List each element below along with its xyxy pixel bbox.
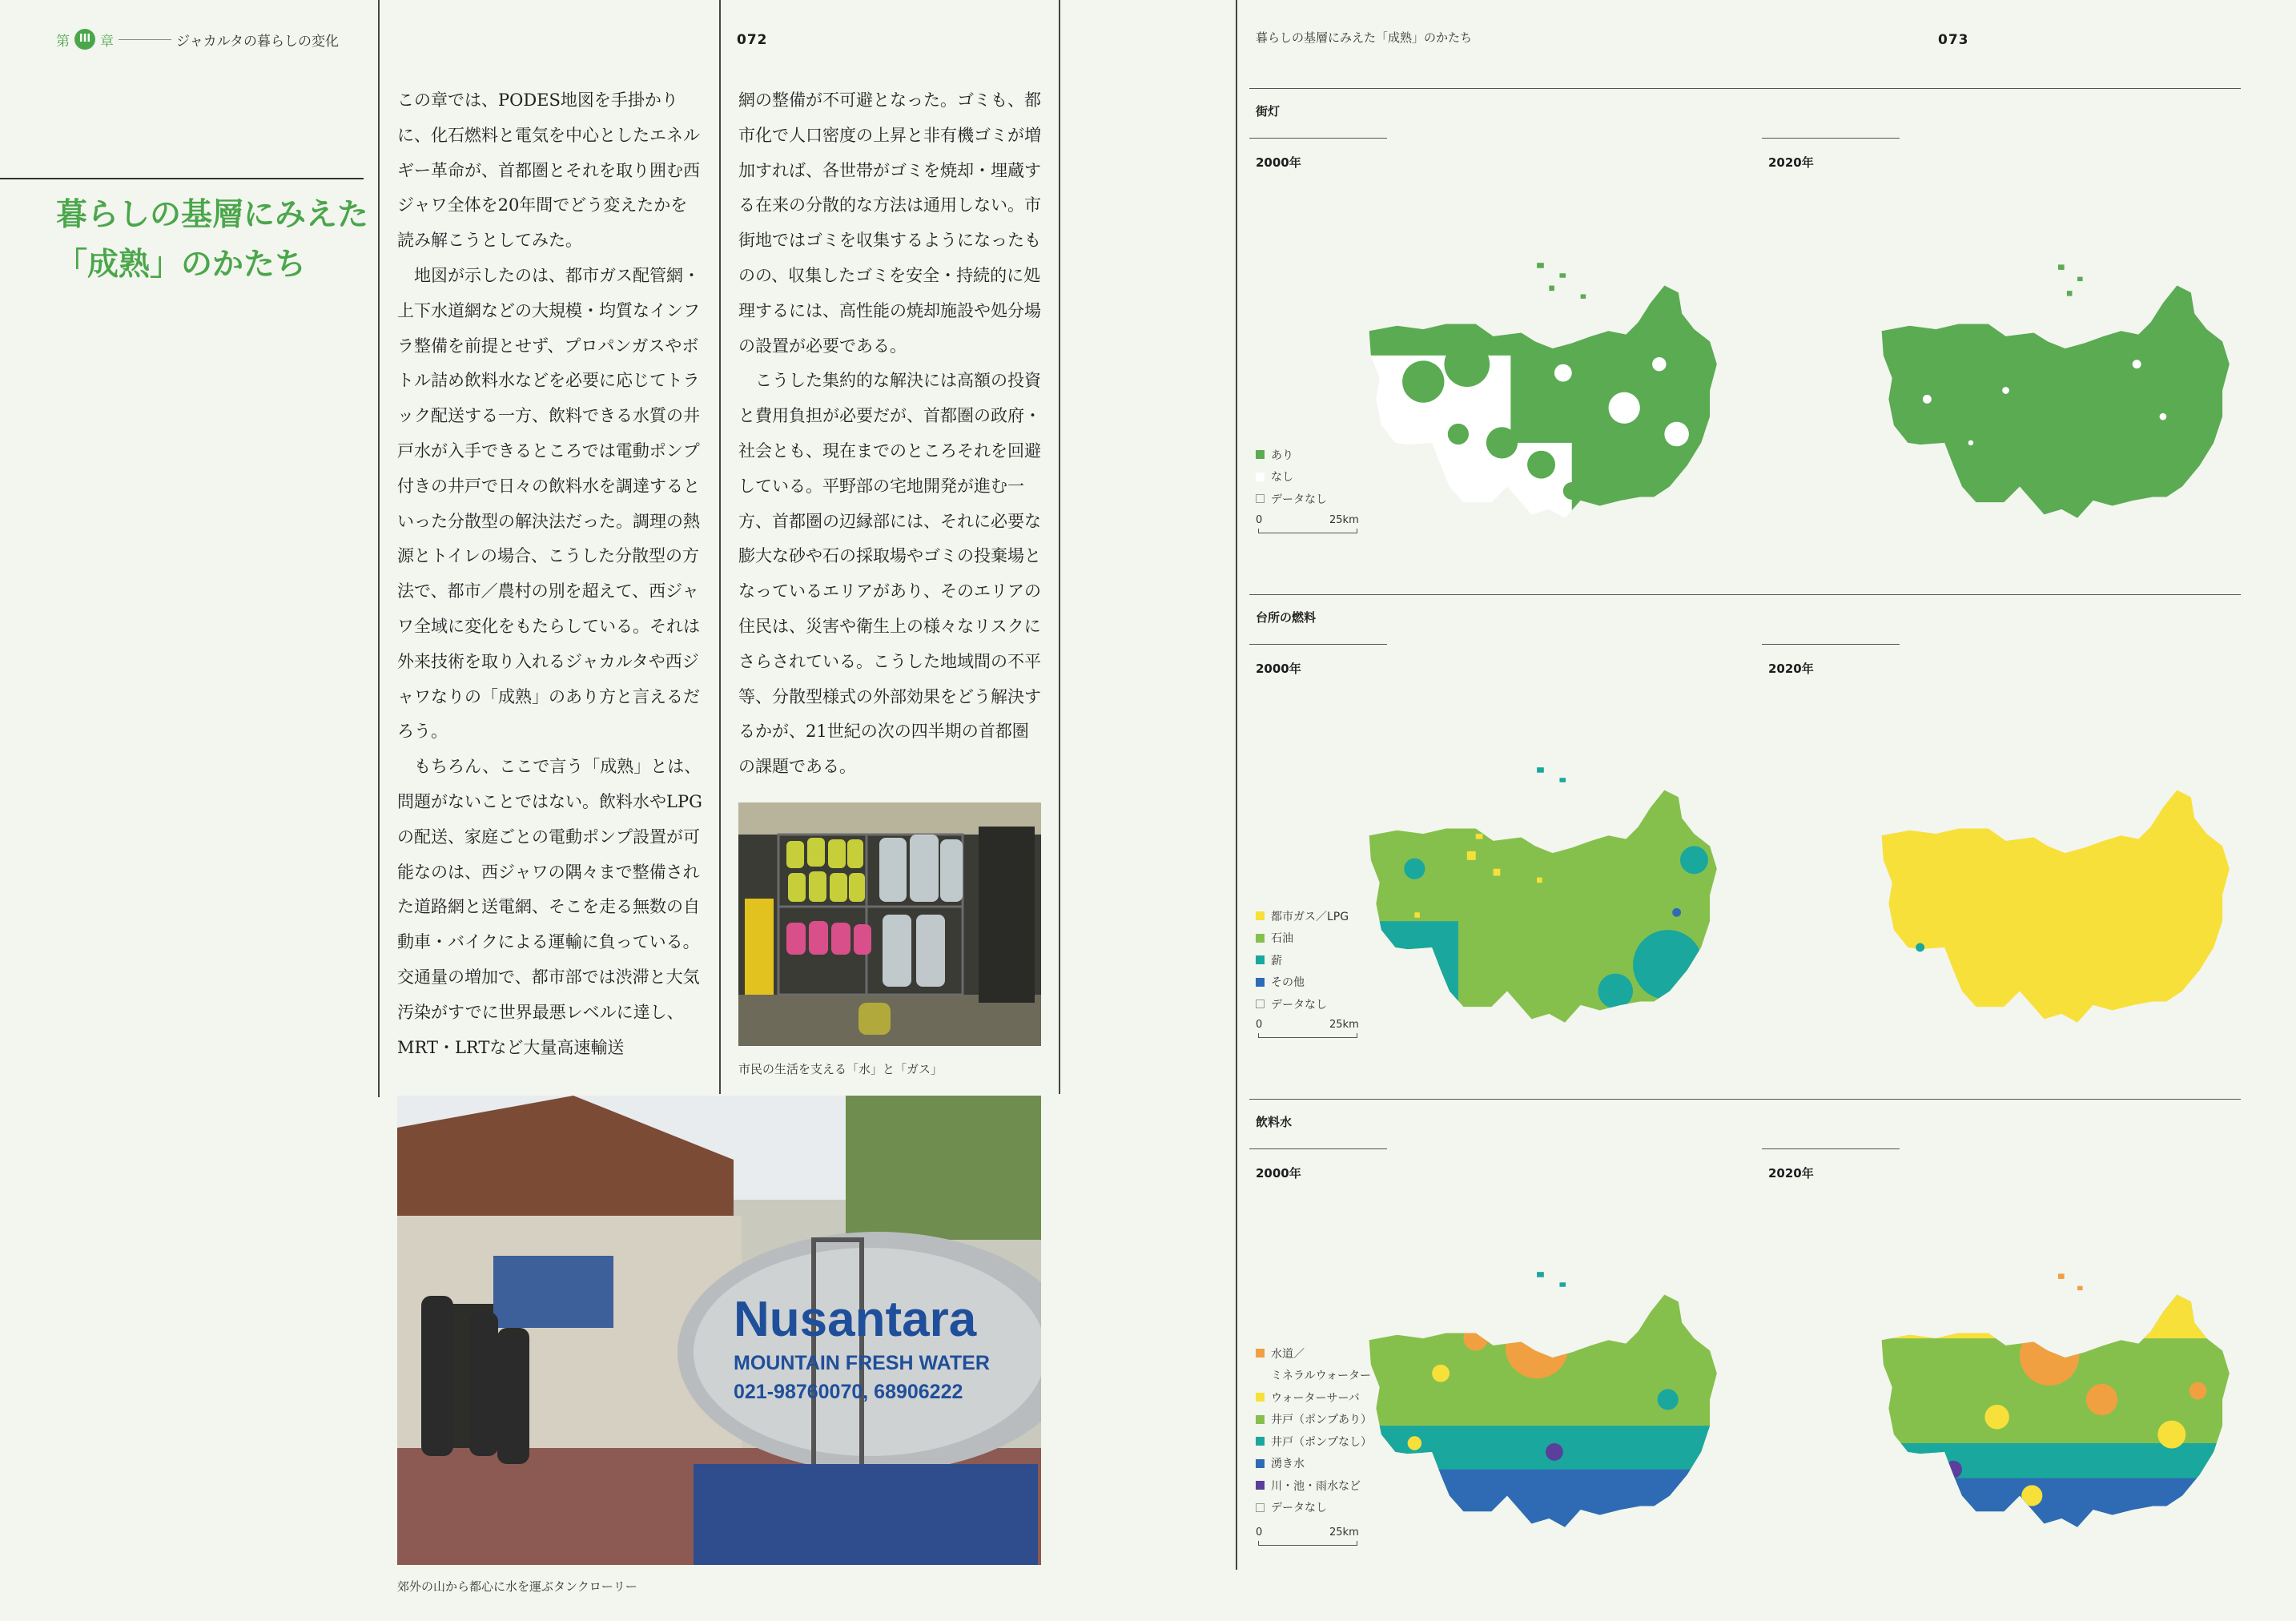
legend-drinking-water xyxy=(1256,1342,1372,1518)
legend-item xyxy=(1256,1430,1372,1453)
legend-item xyxy=(1256,1365,1372,1387)
article-title xyxy=(56,191,368,290)
legend-swatch xyxy=(1256,911,1265,920)
legend-item xyxy=(1256,1497,1372,1519)
year-label-2000: 2000年 xyxy=(1256,662,1301,676)
legend-label: 薪 xyxy=(1271,954,1282,967)
paragraph: 網の整備が不可避となった。ゴミも、都市化で人口密度の上昇と非有機ゴミが増加すれば、各世帯がゴミを焼却・埋蔵する在来の分散的な方法は通用しない。市街地ではゴミを収集するようになったものの、収集したゴミを安全・持続的に処理するには、高性能の焼却施設や処分場の設置が必要である。 xyxy=(738,91,1041,356)
legend-swatch xyxy=(1256,1459,1265,1468)
map-kitchen-fuel-2000 xyxy=(1353,738,1738,1043)
legend-label: なし xyxy=(1271,471,1293,485)
chapter-number-badge: III xyxy=(74,29,95,50)
scale-zero: 0 xyxy=(1256,1019,1263,1031)
scale-bar xyxy=(1256,1019,1368,1043)
year-rule xyxy=(1762,644,1900,645)
page-number-left: 072 xyxy=(737,32,768,48)
scale-bar xyxy=(1256,1526,1368,1551)
photo-water-tank-truck xyxy=(397,1096,1041,1565)
legend-swatch xyxy=(1256,1437,1265,1446)
legend-swatch xyxy=(1256,1393,1265,1402)
legend-label: データなし xyxy=(1271,998,1327,1012)
year-rule xyxy=(1249,1148,1387,1149)
legend-item xyxy=(1256,1453,1372,1475)
title-rule xyxy=(0,178,364,179)
legend-swatch xyxy=(1256,934,1265,943)
right-page-header: 暮らしの基層にみえた「成熟」のかたち xyxy=(1256,30,1473,45)
legend-kitchen-fuel xyxy=(1256,905,1349,1016)
scale-bar-line xyxy=(1258,1033,1357,1038)
year-rule xyxy=(1249,138,1387,139)
legend-item xyxy=(1256,1342,1372,1365)
legend-label: 川・池・雨水など xyxy=(1271,1479,1361,1493)
legend-label: ウォーターサーバ xyxy=(1271,1391,1360,1405)
legend-label: 井戸（ポンプなし） xyxy=(1271,1435,1372,1449)
legend-item xyxy=(1256,1386,1372,1409)
legend-swatch xyxy=(1256,978,1265,987)
paragraph: もちろん、ここで言う「成熟」とは、問題がないことではない。飲料水やLPGの配送、家庭ごとの電動ポンプ設置が可能なのは、西ジャワの隅々まで整備された道路網と送電網、そこを走る無数の自動車・バイクによる運輸に負っている。交通量の増加で、都市部では渋滞と大気汚染がすでに世界最悪レベルに達し、MRT・LRTなど大量高速輸送 xyxy=(397,757,702,1057)
legend-swatch xyxy=(1256,1000,1265,1008)
year-rule xyxy=(1249,644,1387,645)
section-title-drinking-water: 飲料水 xyxy=(1256,1115,1293,1129)
chapter-suffix: 章 xyxy=(100,33,114,50)
section-title-streetlight: 街灯 xyxy=(1256,104,1281,119)
legend-label: 湧き水 xyxy=(1271,1458,1305,1471)
legend-item xyxy=(1256,927,1349,950)
map-drinking-water-2000 xyxy=(1353,1243,1738,1547)
year-label-2020: 2020年 xyxy=(1768,1166,1814,1181)
chapter-divider xyxy=(119,39,171,40)
year-rule xyxy=(1762,138,1900,139)
legend-swatch xyxy=(1256,1481,1265,1490)
column-rule xyxy=(1059,0,1060,1094)
legend-item xyxy=(1256,905,1349,927)
scale-end: 25km xyxy=(1329,1019,1359,1031)
legend-swatch xyxy=(1256,473,1265,481)
section-rule xyxy=(1249,88,2241,89)
scale-bar-line xyxy=(1258,1541,1357,1546)
photo-caption-1: 市民の生活を支える「水」と「ガス」 xyxy=(738,1062,943,1076)
body-column-2 xyxy=(738,83,1044,785)
paragraph: こうした集約的な解決には高額の投資と費用負担が必要だが、首都圏の政府・社会とも、現在までのところそれを回避している。平野部の宅地開発が進む一方、首都圏の辺縁部には、それに必要な膨大な砂や石の採取場やゴミの投棄場となっているエリアがあり、そのエリアの住民は、災害や衛生上の様々なリスクにさらされている。こうした地域間の不平等、分散型様式の外部効果をどう解決するかが、21世紀の次の四半期の首都圏の課題である。 xyxy=(738,371,1041,777)
legend-swatch xyxy=(1256,955,1265,964)
page-number-right: 073 xyxy=(1938,32,1969,48)
legend-label: 都市ガス／LPG xyxy=(1271,910,1349,923)
photo-caption-2: 郊外の山から都心に水を運ぶタンクローリー xyxy=(397,1579,637,1594)
year-label-2020: 2020年 xyxy=(1768,155,1814,170)
legend-label: データなし xyxy=(1271,493,1327,506)
scale-bar xyxy=(1256,514,1368,538)
section-title-kitchen-fuel: 台所の燃料 xyxy=(1256,610,1317,625)
map-kitchen-fuel-2020 xyxy=(1866,738,2250,1043)
year-label-2020: 2020年 xyxy=(1768,662,1814,676)
legend-label: その他 xyxy=(1271,976,1305,990)
legend-item xyxy=(1256,444,1327,466)
legend-item xyxy=(1256,488,1327,510)
legend-swatch xyxy=(1256,1503,1265,1512)
scale-end: 25km xyxy=(1329,1526,1359,1539)
year-label-2000: 2000年 xyxy=(1256,155,1301,170)
column-rule xyxy=(378,0,380,1097)
year-label-2000: 2000年 xyxy=(1256,1166,1301,1181)
section-rule xyxy=(1249,594,2241,595)
year-rule xyxy=(1762,1148,1900,1149)
legend-item xyxy=(1256,993,1349,1016)
scale-zero: 0 xyxy=(1256,1526,1263,1539)
truck-brand: Nusantara xyxy=(734,1292,977,1347)
legend-label: あり xyxy=(1271,448,1293,462)
legend-swatch xyxy=(1256,1349,1265,1358)
scale-bar-line xyxy=(1258,529,1357,533)
legend-item xyxy=(1256,1474,1372,1497)
legend-item xyxy=(1256,1409,1372,1431)
scale-end: 25km xyxy=(1329,514,1359,526)
paragraph: この章では、PODES地図を手掛かりに、化石燃料と電気を中心としたエネルギー革命が、首都圏とそれを取り囲む西ジャワ全体を20年間でどう変えたかを読み解こうとしてみた。 xyxy=(397,91,700,251)
map-streetlight-2000 xyxy=(1353,234,1738,538)
chapter-header xyxy=(56,29,339,50)
legend-label: データなし xyxy=(1271,1502,1327,1515)
legend-item xyxy=(1256,949,1349,971)
article-title-line2: 「成熟」のかたち xyxy=(56,247,307,283)
legend-item xyxy=(1256,971,1349,994)
legend-item xyxy=(1256,466,1327,489)
truck-phone: 021-98760070, 68906222 xyxy=(734,1381,963,1403)
chapter-prefix: 第 xyxy=(56,33,70,50)
legend-swatch xyxy=(1256,494,1265,503)
article-title-line1: 暮らしの基層にみえた xyxy=(56,197,369,233)
photo-gas-water-store xyxy=(738,802,1041,1046)
body-column-1 xyxy=(397,83,703,1065)
page-gutter-rule xyxy=(1236,0,1237,1570)
map-streetlight-2020 xyxy=(1866,234,2250,538)
legend-streetlight xyxy=(1256,444,1327,510)
scale-zero: 0 xyxy=(1256,514,1263,526)
section-rule xyxy=(1249,1099,2241,1100)
legend-swatch xyxy=(1256,450,1265,459)
legend-label: 水道／ xyxy=(1271,1347,1305,1361)
legend-label: ミネラルウォーター xyxy=(1271,1370,1372,1383)
legend-swatch xyxy=(1256,1415,1265,1424)
legend-label: 石油 xyxy=(1271,932,1293,946)
column-rule xyxy=(719,0,721,1094)
paragraph: 地図が示したのは、都市ガス配管網・上下水道網などの大規模・均質なインフラ整備を前提とせず、プロパンガスやボトル詰め飲料水などを必要に応じてトラック配送する一方、飲料できる水質の井戸水が入手できるところでは電動ポンプ付きの井戸で日々の飲料水を調達するといった分散型の解決法だった。調理の熱源とトイレの場合、こうした分散型の方法で、都市／農村の別を超えて、西ジャワ全域に変化をもたらしている。それは外来技術を取り入れるジャカルタや西ジャワなりの「成熟」のあり方と言えるだろう。 xyxy=(397,265,700,742)
truck-tagline: MOUNTAIN FRESH WATER xyxy=(734,1352,990,1374)
map-drinking-water-2020 xyxy=(1866,1243,2250,1547)
chapter-title: ジャカルタの暮らしの変化 xyxy=(176,33,339,50)
legend-label: 井戸（ポンプあり） xyxy=(1271,1414,1372,1427)
